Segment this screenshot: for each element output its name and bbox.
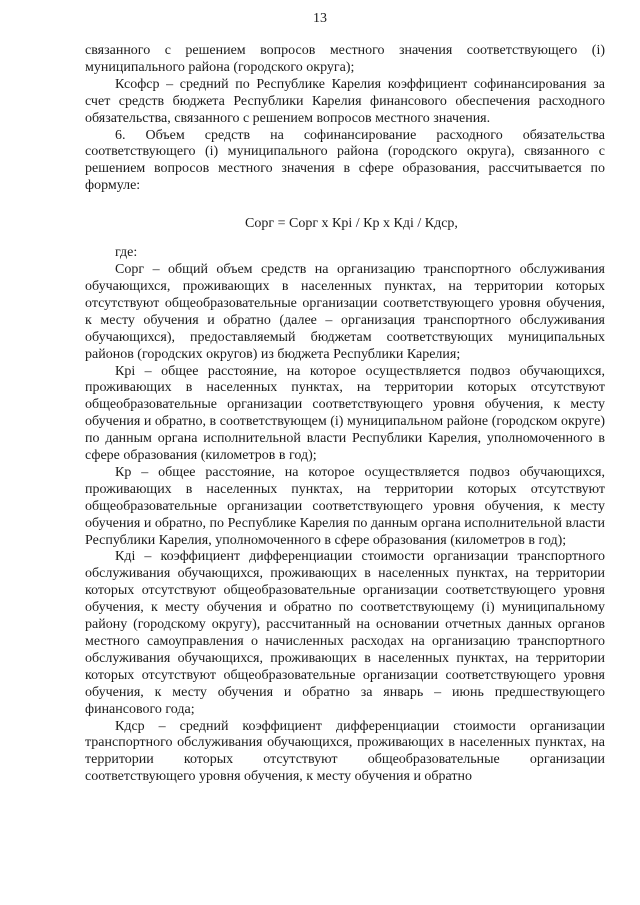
paragraph-ksofsr-definition: Ксофср – средний по Республике Карелия коэффициент софинансирования за счет средств бюджета Республики Карелия финансового обеспечения расходного обязательства, связанного с решением вопросов местного значения.	[85, 76, 605, 126]
paragraph-kri-definition: Крi – общее расстояние, на которое осуществляется подвоз обучающихся, проживающих в населенных пунктах, на территории которых отсутствуют общеобразовательные организации соответствующего уровня обучения, к месту обучения и обратно, в соответствующем (i) муниципальном районе (городском округе) по данным органа исполнительной власти Республики Карелия, уполномоченного в сфере образования (километров в год);	[85, 363, 605, 464]
document-body	[85, 43, 605, 786]
paragraph-kdi-definition: Кдi – коэффициент дифференциации стоимости организации транспортного обслуживания обучающихся, проживающих в населенных пунктах, на территории которых отсутствуют общеобразовательные организации соответствующего уровня обучения, к месту обучения и обратно по соответствующему (i) муниципальному району (городскому округу), рассчитанный на основании отчетных данных органов местного самоуправления о начисленных расходах на организацию транспортного обслуживания обучающихся, проживающих в населенных пунктах, на территории которых отсутствуют общеобразовательные организации соответствующего уровня обучения, к месту обучения и обратно за январь – июнь предшествующего финансового года;	[85, 549, 605, 717]
paragraph-sorg-definition: Сорг – общий объем средств на организацию транспортного обслуживания обучающихся, проживающих в населенных пунктах, на территории которых отсутствуют общеобразовательные организации соответствующего уровня обучения, к месту обучения и обратно (далее – организация транспортного обслуживания обучающихся), предоставляемый бюджетам соответствующих муниципальных районов (городских округов) из бюджета Республики Карелия;	[85, 262, 605, 362]
paragraph-item-6: 6. Объем средств на софинансирование расходного обязательства соответствующего (i) муниципального района (городского округа), связанного с решением вопросов местного значения в сфере образования, рассчитывается по формуле:	[85, 127, 605, 194]
paragraph-where: где:	[115, 245, 138, 261]
paragraph-kdsr-definition: Кдср – средний коэффициент дифференциации стоимости организации транспортного обслуживания обучающихся, проживающих в населенных пунктах, на территории которых отсутствуют общеобразовательные организации соответствующего уровня обучения, к месту обучения и обратно	[85, 718, 605, 785]
page-number: 13	[313, 11, 327, 26]
paragraph-continuation: связанного с решением вопросов местного значения соответствующего (i) муниципального района (городского округа);	[85, 43, 605, 75]
paragraph-kr-definition: Кр – общее расстояние, на которое осуществляется подвоз обучающихся, проживающих в населенных пунктах, на территории которых отсутствуют общеобразовательные организации соответствующего уровня обучения, к месту обучения и обратно, по Республике Карелия по данным органа исполнительной власти Республики Карелия, уполномоченного в сфере образования (километров в год);	[85, 464, 605, 548]
formula: Сорг = Сорг х Крi / Кр х Кдi / Кдср,	[245, 216, 458, 232]
